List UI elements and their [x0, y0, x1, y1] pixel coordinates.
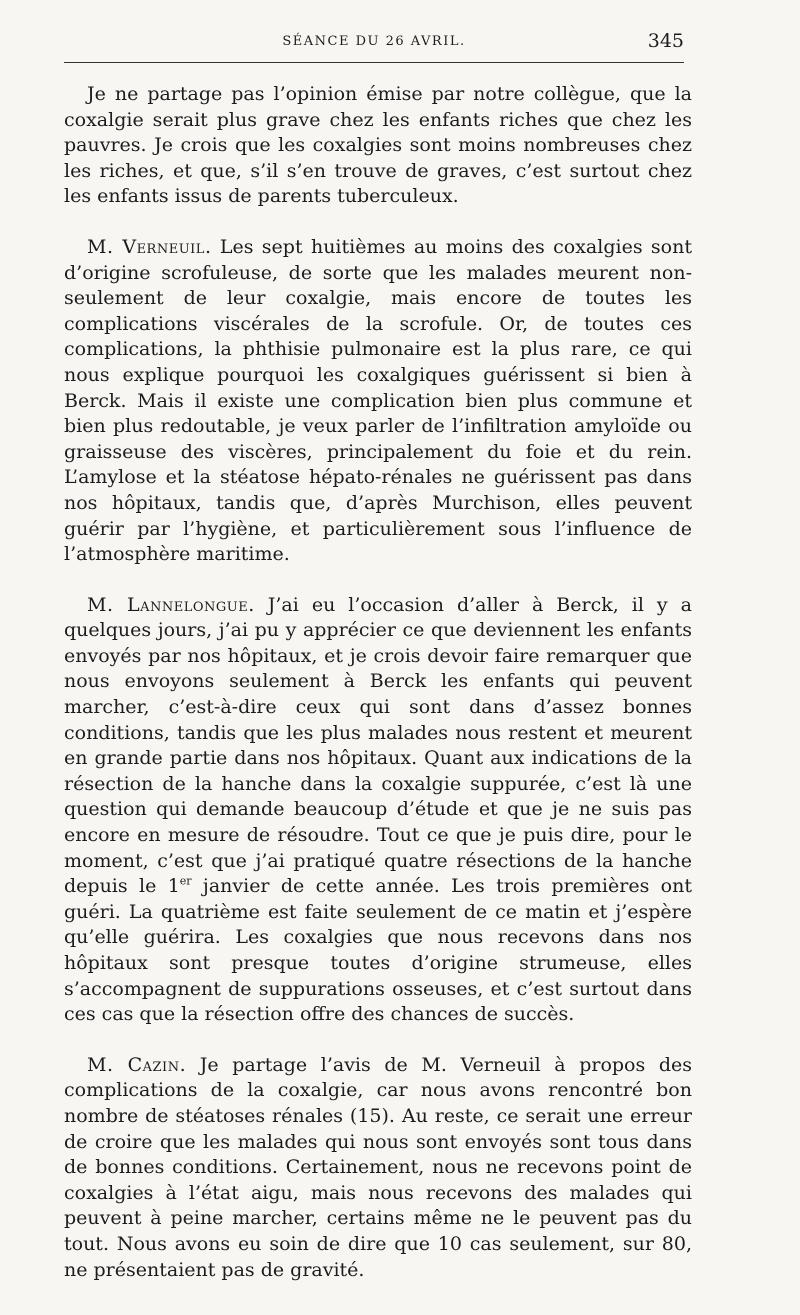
- body-text: [64, 82, 692, 1308]
- running-head: SÉANCE DU 26 AVRIL.: [282, 34, 466, 49]
- ordinal-superscript: er: [179, 874, 192, 888]
- paragraph: [64, 593, 692, 1028]
- paragraph-text: Je ne partage pas l’opinion émise par notre collègue, que la coxalgie serait plus grave chez les enfants riches que chez les pauvres. Je crois que les coxalgies sont moins nombreuses chez les riches, et que, s’il s’en trouve de graves, c’est surtout chez les enfants issus de parents tuberculeux.: [64, 83, 692, 208]
- page-header: [64, 26, 684, 66]
- header-rule: [64, 62, 684, 63]
- paragraph-text: Les sept huitièmes au moins des coxalgies sont d’origine scrofuleuse, de sorte que les malades meurent non-seulement de leur coxalgie, mais encore de toutes les complications viscérales de la scrofule. Or, de toutes ces complications, la phthisie pulmonaire est la plus rare, ce qui nous explique pourquoi les coxalgiques guérissent si bien à Berck. Mais il existe une complication bien plus commune et bien plus redoutable, je veux parler de l’infiltration amyloïde ou graisseuse des viscères, principalement du foie et du rein. L’amylose et la stéatose hépato-rénales ne guérissent pas dans nos hôpitaux, tandis que, d’après Murchison, elles peuvent guérir par l’hygiène, et particulièrement sous l’influence de l’atmosphère maritime.: [64, 235, 692, 566]
- paragraph: [64, 82, 692, 210]
- speaker-name: M. Lannelongue.: [87, 593, 255, 616]
- page-number: 345: [647, 30, 684, 52]
- paragraph: [64, 1053, 692, 1283]
- paragraph-text: J’ai eu l’occasion d’aller à Berck, il y a quelques jours, j’ai pu y apprécier ce que deviennent les enfants envoyés par nos hôpitaux, et je crois devoir faire remarquer que nous envoyons seulement à Berck les enfants qui peuvent marcher, c’est-à-dire ceux qui sont dans d’assez bonnes conditions, tandis que les plus malades nous restent et meurent en grande partie dans nos hôpitaux. Quant aux indications de la résection de la hanche dans la coxalgie suppurée, c’est là une question qui demande beaucoup d’étude et que je ne suis pas encore en mesure de résoudre. Tout ce que je puis dire, pour le moment, c’est que j’ai pratiqué quatre résections de la hanche depuis le: [64, 593, 692, 898]
- paragraph-text-continued: janvier de cette année. Les trois premières ont guéri. La quatrième est faite seulement de ce matin et j’espère qu’elle guérira. Les coxalgies que nous recevons dans nos hôpitaux sont presque toutes d’origine strumeuse, elles s’accompagnent de suppurations osseuses, et c’est surtout dans ces cas que la résection offre des chances de succès.: [64, 875, 692, 1026]
- paragraph: [64, 235, 692, 568]
- ordinal-number: 1: [167, 875, 180, 898]
- speaker-name: M. Cazin.: [87, 1053, 187, 1076]
- speaker-name: M. Verneuil.: [87, 235, 212, 258]
- paragraph-text: Je partage l’avis de M. Verneuil à propos des complications de la coxalgie, car nous avons rencontré bon nombre de stéatoses rénales (15). Au reste, ce serait une erreur de croire que les malades qui nous sont envoyés sont tous dans de bonnes conditions. Certainement, nous ne recevons point de coxalgies à l’état aigu, mais nous recevons des malades qui peuvent à peine marcher, certains même ne le peuvent pas du tout. Nous avons eu soin de dire que 10 cas seulement, sur 80, ne présentaient pas de gravité.: [64, 1053, 693, 1281]
